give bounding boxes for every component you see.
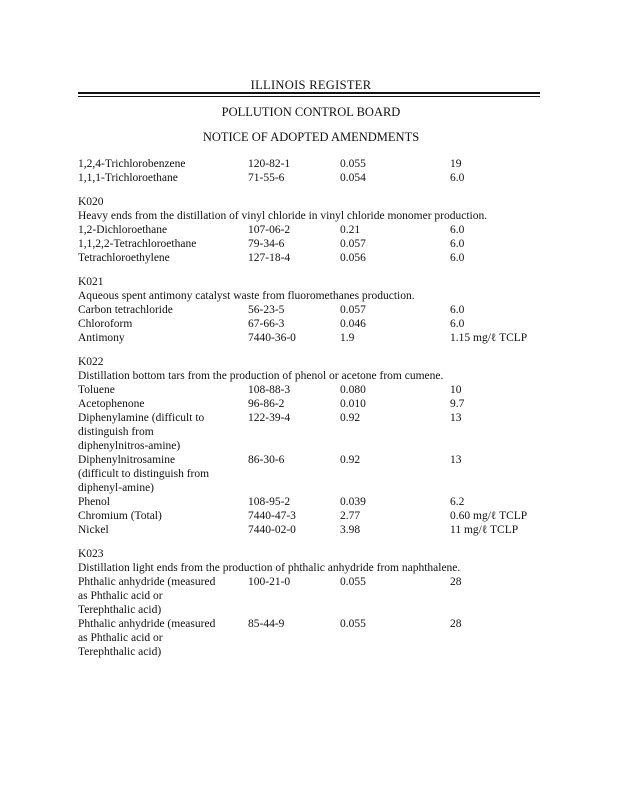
nonwastewater-standard: 11 mg/ℓ TCLP [450, 524, 519, 536]
section-gap [78, 185, 548, 195]
wastewater-standard: 0.056 [340, 252, 366, 264]
cas-number: 107-06-2 [248, 224, 291, 236]
section-gap [78, 537, 548, 547]
waste-code: K021 [78, 276, 104, 288]
wastewater-standard: 1.9 [340, 332, 355, 344]
nonwastewater-standard: 6.0 [450, 304, 465, 316]
constituent-name: Phthalic anhydride (measured as Phthalic acid or Terephthalic acid) [78, 576, 216, 616]
table-row [78, 495, 548, 509]
cas-number: 67-66-3 [248, 318, 285, 330]
table-row [78, 397, 548, 411]
cas-number: 85-44-9 [248, 618, 285, 630]
constituent-name: Chromium (Total) [78, 510, 162, 522]
waste-description: Distillation light ends from the production of phthalic anhydride from naphthalene. [78, 562, 461, 574]
nonwastewater-standard: 13 [450, 454, 462, 466]
table-row [78, 317, 548, 331]
waste-description: Distillation bottom tars from the production of phenol or acetone from cumene. [78, 370, 444, 382]
constituent-name: Nickel [78, 524, 109, 536]
cas-number: 56-23-5 [248, 304, 285, 316]
wastewater-standard: 2.77 [340, 510, 361, 522]
nonwastewater-standard: 6.0 [450, 238, 465, 250]
wastewater-standard: 0.080 [340, 384, 366, 396]
cas-number: 100-21-0 [248, 576, 291, 588]
table-row [78, 303, 548, 317]
constituent-name: Antimony [78, 332, 125, 344]
wastewater-standard: 0.046 [340, 318, 366, 330]
nonwastewater-standard: 6.0 [450, 172, 465, 184]
wastewater-standard: 0.92 [340, 412, 361, 424]
constituent-name: 1,1,1-Trichloroethane [78, 172, 178, 184]
header-rule-thin [78, 96, 540, 97]
nonwastewater-standard: 6.0 [450, 224, 465, 236]
nonwastewater-standard: 13 [450, 412, 462, 424]
constituent-name: Toluene [78, 384, 115, 396]
constituent-name: Phenol [78, 496, 110, 508]
constituent-name: 1,2-Dichloroethane [78, 224, 168, 236]
wastewater-standard: 0.039 [340, 496, 366, 508]
table-row [78, 617, 548, 659]
waste-code: K020 [78, 196, 104, 208]
waste-description: Heavy ends from the distillation of vinyl chloride in vinyl chloride monomer production. [78, 210, 488, 222]
nonwastewater-standard: 9.7 [450, 398, 465, 410]
table-row [78, 331, 548, 345]
table-row [78, 157, 548, 171]
wastewater-standard: 0.010 [340, 398, 366, 410]
wastewater-standard: 0.055 [340, 576, 366, 588]
table-row [78, 251, 548, 265]
constituent-name: Chloroform [78, 318, 133, 330]
table-row [78, 453, 548, 495]
cas-number: 122-39-4 [248, 412, 291, 424]
section-gap [78, 345, 548, 355]
table-row [78, 223, 548, 237]
cas-number: 71-55-6 [248, 172, 285, 184]
nonwastewater-standard: 19 [450, 158, 462, 170]
nonwastewater-standard: 0.60 mg/ℓ TCLP [450, 510, 528, 522]
table-row [78, 411, 548, 453]
nonwastewater-standard: 1.15 mg/ℓ TCLP [450, 332, 528, 344]
wastewater-standard: 3.98 [340, 524, 361, 536]
constituent-name: 1,1,2,2-Tetrachloroethane [78, 238, 197, 250]
waste-description: Aqueous spent antimony catalyst waste from fluoromethanes production. [78, 290, 415, 302]
cas-number: 7440-36-0 [248, 332, 296, 344]
table-row [78, 237, 548, 251]
constituent-name: 1,2,4-Trichlorobenzene [78, 158, 186, 170]
constituent-name: Phthalic anhydride (measured as Phthalic acid or Terephthalic acid) [78, 618, 216, 658]
nonwastewater-standard: 6.2 [450, 496, 465, 508]
nonwastewater-standard: 28 [450, 576, 462, 588]
table-row [78, 171, 548, 185]
nonwastewater-standard: 6.0 [450, 318, 465, 330]
wastewater-standard: 0.055 [340, 158, 366, 170]
board-title: POLLUTION CONTROL BOARD [221, 105, 401, 119]
cas-number: 7440-47-3 [248, 510, 296, 522]
cas-number: 86-30-6 [248, 454, 285, 466]
header-rule-thick [78, 92, 540, 94]
table-row [78, 383, 548, 397]
nonwastewater-standard: 10 [450, 384, 462, 396]
waste-code: K023 [78, 548, 104, 560]
cas-number: 108-88-3 [248, 384, 291, 396]
cas-number: 96-86-2 [248, 398, 285, 410]
wastewater-standard: 0.055 [340, 618, 366, 630]
cas-number: 79-34-6 [248, 238, 285, 250]
wastewater-standard: 0.057 [340, 304, 366, 316]
waste-code: K022 [78, 356, 104, 368]
table-row [78, 575, 548, 617]
section-gap [78, 265, 548, 275]
table-row [78, 509, 548, 523]
constituent-name: Diphenylamine (difficult to distinguish from diphenylnitros-amine) [78, 412, 205, 452]
waste-table [78, 157, 548, 659]
cas-number: 120-82-1 [248, 158, 291, 170]
register-title: ILLINOIS REGISTER [250, 78, 372, 92]
nonwastewater-standard: 6.0 [450, 252, 465, 264]
constituent-name: Tetrachloroethylene [78, 252, 170, 264]
cas-number: 7440-02-0 [248, 524, 296, 536]
cas-number: 127-18-4 [248, 252, 291, 264]
notice-title: NOTICE OF ADOPTED AMENDMENTS [202, 130, 420, 144]
nonwastewater-standard: 28 [450, 618, 462, 630]
table-row [78, 523, 548, 537]
cas-number: 108-95-2 [248, 496, 291, 508]
wastewater-standard: 0.21 [340, 224, 361, 236]
wastewater-standard: 0.057 [340, 238, 366, 250]
constituent-name: Acetophenone [78, 398, 145, 410]
wastewater-standard: 0.92 [340, 454, 361, 466]
wastewater-standard: 0.054 [340, 172, 366, 184]
constituent-name: Diphenylnitrosamine (difficult to distinguish from diphenyl-amine) [78, 454, 210, 494]
constituent-name: Carbon tetrachloride [78, 304, 173, 316]
